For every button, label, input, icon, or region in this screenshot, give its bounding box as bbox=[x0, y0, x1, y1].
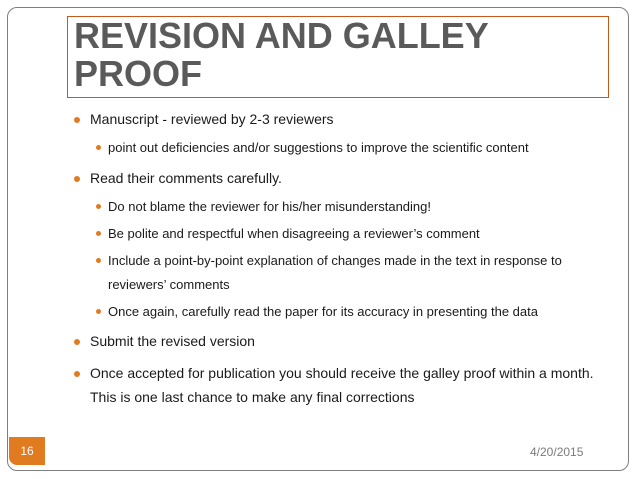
bullet-include-explanation-cont bbox=[108, 277, 230, 292]
bullet-dot-icon bbox=[74, 117, 80, 123]
bullet-dot-icon bbox=[74, 339, 80, 345]
bullet-submit-revised bbox=[90, 333, 255, 349]
bullet-text: point out deficiencies and/or suggestions to improve the scientific content bbox=[108, 140, 529, 155]
bullet-dot-icon bbox=[74, 371, 80, 377]
bullet-text: Submit the revised version bbox=[90, 333, 255, 349]
bullet-dot-icon bbox=[96, 258, 101, 263]
bullet-dot-icon bbox=[96, 231, 101, 236]
slide-date: 4/20/2015 bbox=[530, 445, 584, 459]
bullet-include-explanation bbox=[108, 253, 562, 268]
bullet-text: Read their comments carefully. bbox=[90, 170, 282, 186]
bullet-dot-icon bbox=[74, 176, 80, 182]
bullet-dot-icon bbox=[96, 145, 101, 150]
slide-number-badge: 16 bbox=[9, 437, 45, 465]
bullet-text: Do not blame the reviewer for his/her misunderstanding! bbox=[108, 199, 431, 214]
bullet-point-out bbox=[108, 140, 529, 155]
bullet-text: Once accepted for publication you should receive the galley proof within a month. bbox=[90, 365, 594, 381]
bullet-once-again bbox=[108, 304, 538, 319]
bullet-read-comments bbox=[90, 170, 282, 186]
bullet-text: Once again, carefully read the paper for its accuracy in presenting the data bbox=[108, 304, 538, 319]
bullet-once-accepted-cont bbox=[90, 389, 415, 405]
bullet-text: Manuscript - reviewed by 2-3 reviewers bbox=[90, 111, 334, 127]
bullet-dot-icon bbox=[96, 204, 101, 209]
slide-title: REVISION AND GALLEY PROOF bbox=[74, 15, 489, 94]
bullet-text: Include a point-by-point explanation of changes made in the text in response to bbox=[108, 253, 562, 268]
bullet-text-continuation: reviewers’ comments bbox=[108, 277, 230, 292]
bullet-be-polite bbox=[108, 226, 480, 241]
bullet-do-not-blame bbox=[108, 199, 431, 214]
bullet-manuscript bbox=[90, 111, 334, 127]
bullet-once-accepted bbox=[90, 365, 594, 381]
bullet-text: Be polite and respectful when disagreeing a reviewer’s comment bbox=[108, 226, 480, 241]
bullet-dot-icon bbox=[96, 309, 101, 314]
bullet-text-continuation: This is one last chance to make any final corrections bbox=[90, 389, 415, 405]
